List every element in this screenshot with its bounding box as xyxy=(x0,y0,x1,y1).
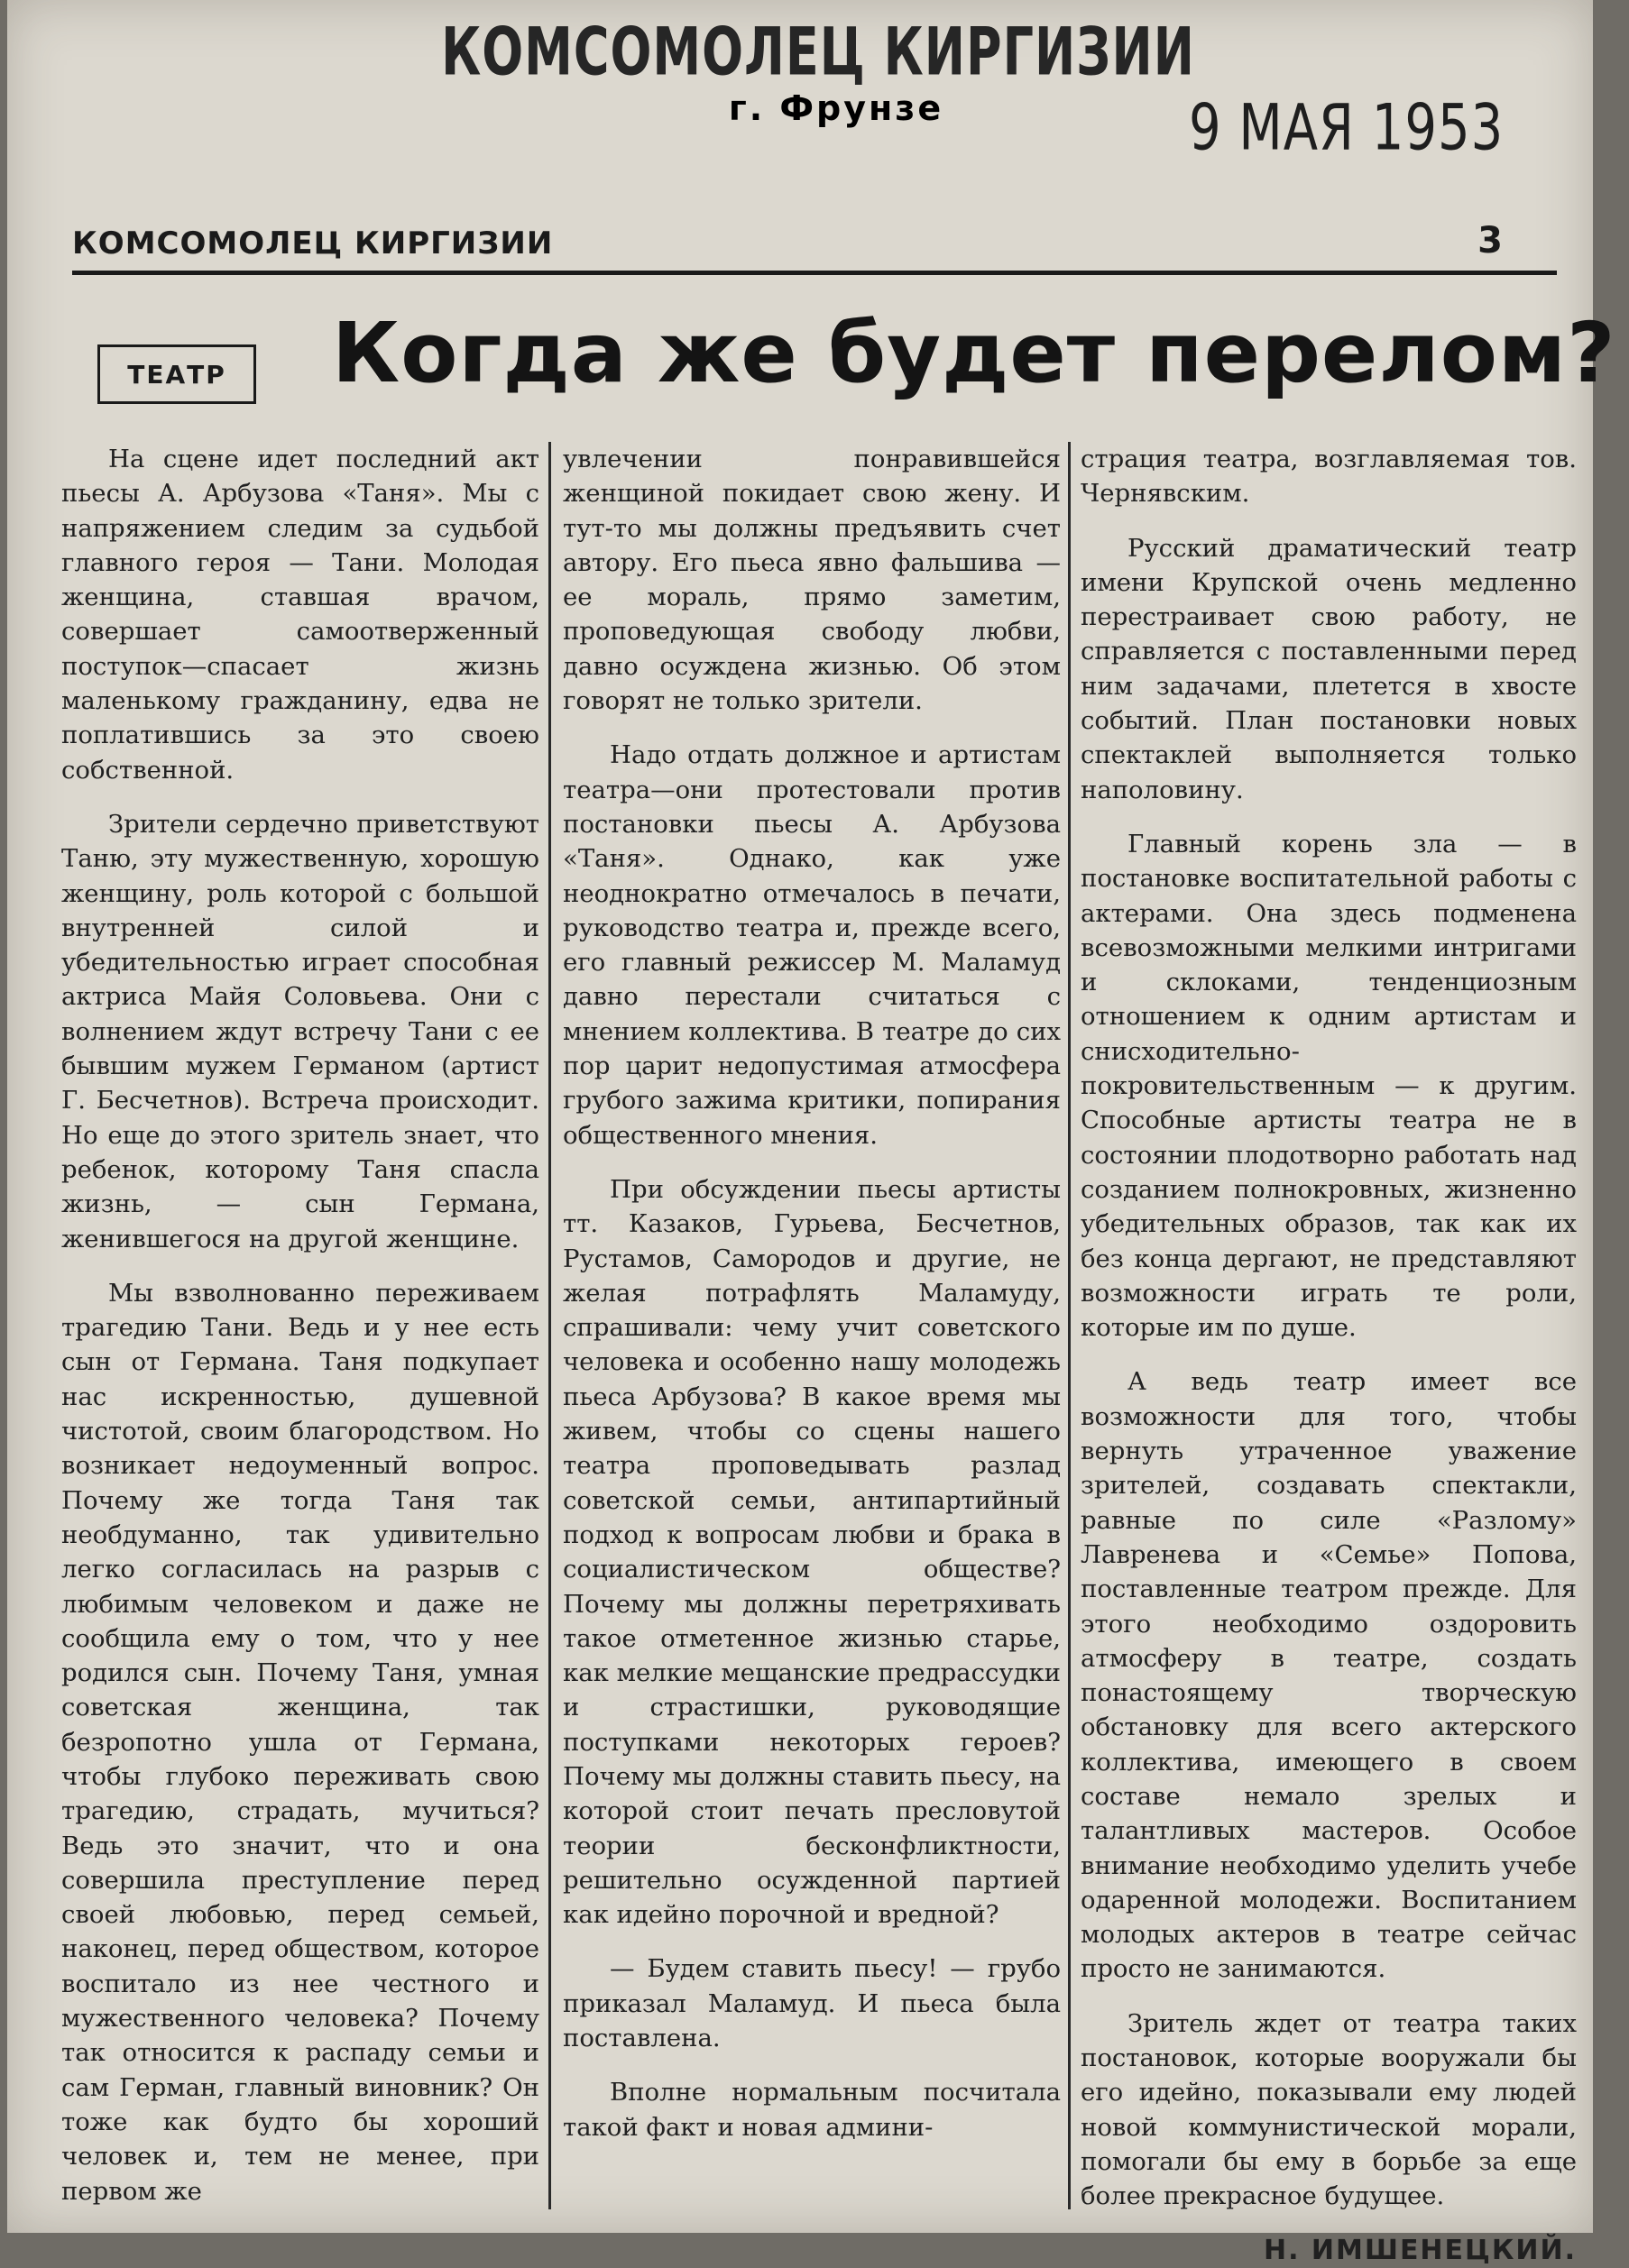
column-divider xyxy=(1068,442,1071,2209)
article-headline: Когда же будет перелом? xyxy=(332,305,1616,401)
paragraph: страция театра, возглавляемая тов. Чернявским. xyxy=(1081,445,1577,509)
paragraph: А ведь театр имеет все возможности для того, чтобы вернуть утраченное уважение зрителей, создавать спектакли, равные по силе «Разлому» Лавренева и «Семье» Попова, поставленные театром прежде. Для этого необходимо оздоровить атмосферу в театре, создать понастоящему творческую обстановку для всего актерского коллектива, имеющего в своем составе немало зрелых и талантливых мастеров. Особое внимание необходимо уделить учебе одаренной молодежи. Воспитанием молодых актеров в театре сейчас просто не занимаются. xyxy=(1081,1367,1577,1984)
stamp-date: 9 МАЯ 1953 xyxy=(1189,91,1505,166)
paragraph: — Будем ставить пьесу! — грубо приказал Маламуд. И пьеса была поставлена. xyxy=(563,1954,1061,2053)
rubric-label: ТЕАТР xyxy=(97,344,256,404)
page-number: 3 xyxy=(1477,220,1503,262)
paragraph: Зритель ждет от театра таких постановок, которые вооружали бы его идейно, показывали ему людей новой коммунистической морали, помогали бы ему в борьбе за еще более прекрасное будущее. xyxy=(1081,2008,1577,2211)
paragraph: Вполне нормальным посчитала такой факт и новая админи- xyxy=(563,2078,1061,2142)
article-column-left xyxy=(61,442,539,2209)
paragraph: Главный корень зла — в постановке воспитательной работы с актерами. Она здесь подменена всевозможными мелкими интригами и склоками, тенденциозным отношением к одним артистам и снисходительно-покровительственным — к другим. Способные артисты театра не в состоянии плодотворно работать над созданием полнокровных, жизненно убедительных образов, так как их без конца дергают, не представляют возможности играть те роли, которые им по душе. xyxy=(1081,829,1577,1343)
running-head-title: КОМСОМОЛЕЦ КИРГИЗИИ xyxy=(72,225,554,262)
archive-stamp xyxy=(7,13,1593,91)
article-column-middle xyxy=(563,442,1061,2209)
newspaper-clipping xyxy=(7,0,1616,2266)
paragraph: Надо отдать должное и артистам театра—они протестовали против постановки пьесы А. Арбузова «Таня». Однако, как уже неоднократно отмечалось в печати, руководство театра и, прежде всего, его главный режиссер М. Маламуд давно перестали считаться с мнением коллектива. В театре до сих пор царит недопустимая атмосфера грубого зажима критики, попирания общественного мнения. xyxy=(563,740,1061,1150)
paragraph: Русский драматический театр имени Крупской очень медленно перестраивает свою работу, не справляется с поставленными перед ним задачами, плетется в хвосте событий. План постановки новых спектаклей выполняется только наполовину. xyxy=(1081,533,1577,804)
paragraph: Мы взволнованно переживаем трагедию Тани. Ведь и у нее есть сын от Германа. Таня подкупает нас искренностью, душевной чистотой, своим благородством. Но возникает недоуменный вопрос. Почему же тогда Таня так необдуманно, так удивительно легко согласилась на разрыв с любимым человеком и даже не сообщила ему о том, что у нее родился сын. Почему Таня, умная советская женщина, так безропотно ушла от Германа, чтобы глубоко переживать свою трагедию, страдать, мучиться? Ведь это значит, что и она совершила преступление перед своей любовью, перед семьей, наконец, перед обществом, которое воспитало из нее честного и мужественного человека? Почему так относится к распаду семьи и сам Герман, главный виновник? Он тоже как будто бы хороший человек и, тем не менее, при первом же xyxy=(61,1278,539,2206)
stamp-city: г. Фрунзе xyxy=(728,88,944,128)
paragraph: На сцене идет последний акт пьесы А. Арбузова «Таня». Мы с напряжением следим за судьбой главного героя — Тани. Молодая женщина, ставшая врачом, совершает самоотверженный поступок—спасает жизнь маленькому гражданину, едва не поплатившись за это своею собственной. xyxy=(61,445,539,785)
paragraph: Зрители сердечно приветствуют Таню, эту мужественную, хорошую женщину, роль которой с большой внутренней силой и убедительностью играет способная актриса Майя Соловьева. Они с волнением ждут встречу Тани с ее бывшим мужем Германом (артист Г. Бесчетнов). Встреча происходит. Но еще до этого зритель знает, что ребенок, которому Таня спасла жизнь, — сын Германа, женившегося на другой женщине. xyxy=(61,809,539,1253)
paragraph: увлечении понравившейся женщиной покидает свою жену. И тут-то мы должны предъявить счет автору. Его пьеса явно фальшива — ее мораль, прямо заметим, проповедующая свободу любви, давно осуждена жизнью. Об этом говорят не только зрители. xyxy=(563,445,1061,716)
column-divider xyxy=(548,442,551,2209)
author-signature: Н. ИМШЕНЕЦКИЙ. xyxy=(1263,2234,1577,2266)
stamp-newspaper-name: КОМСОМОЛЕЦ КИРГИЗИИ xyxy=(441,13,1195,91)
paragraph: При обсуждении пьесы артисты тт. Казаков, Гурьева, Бесчетнов, Рустамов, Самородов и другие, не желая потрафлять Маламуду, спрашивали: чему учит советского человека и особенно нашу молодежь пьеса Арбузова? В какое время мы живем, чтобы со сцены нашего театра проповедывать разлад советской семьи, антипартийный подход к вопросам любви и брака в социалистическом обществе? Почему мы должны перетряхивать такое отметенное жизнью старье, как мелкие мещанские предрассудки и страстишки, руководящие поступками некоторых героев? Почему мы должны ставить пьесу, на которой стоит печать пресловутой теории бесконфликтности, решительно осужденной партией как идейно порочной и вредной? xyxy=(563,1174,1061,1930)
article-column-right xyxy=(1081,442,1577,2266)
running-head xyxy=(72,220,1557,275)
